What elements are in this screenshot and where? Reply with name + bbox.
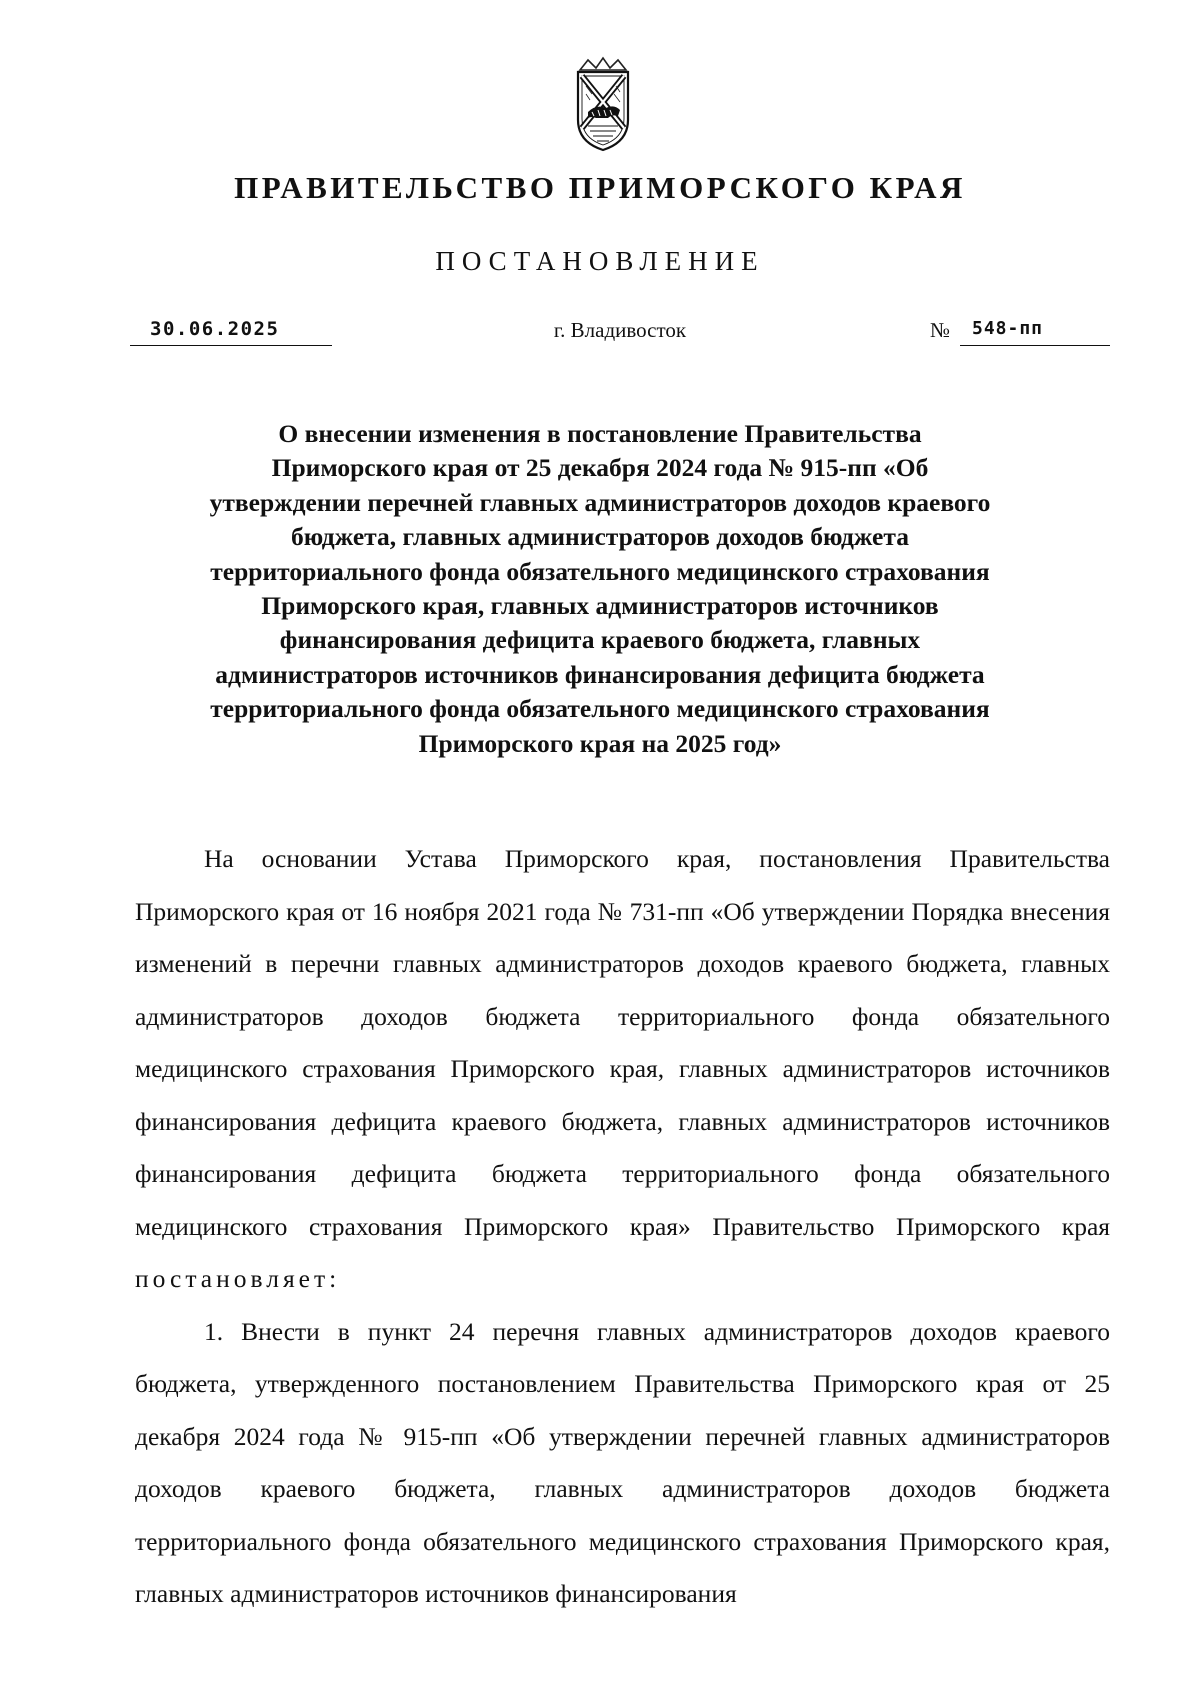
- preamble-text: На основании Устава Приморского края, постановления Правительства Приморского края от 16 ноября 2021 года № 731-пп «Об утверждении Порядка внесения изменений в перечни главных администраторов доходов краевого бюджета, главных администраторов доходов бюджета территориального фонда обязательного медицинского страхования Приморского края, главных администраторов источников финансирования дефицита краевого бюджета, главных администраторов источников финансирования дефицита бюджета территориального фонда обязательного медицинского страхования Приморского края» Правительство Приморского края: [135, 844, 1110, 1241]
- document-subject: О внесении изменения в постановление Правительства Приморского края от 25 декабря 2024 года № 915-пп «Об утверждении перечней главных администраторов доходов краевого бюджета, главных администраторов доходов бюджета территориального фонда обязательного медицинского страхования Приморского края, главных администраторов источников финансирования дефицита краевого бюджета, главных администраторов источников финансирования дефицита бюджета территориального фонда обязательного медицинского страхования Приморского края на 2025 год»: [209, 419, 991, 758]
- document-meta-row: [130, 316, 1110, 352]
- organization-title: ПРАВИТЕЛЬСТВО ПРИМОРСКОГО КРАЯ: [234, 170, 966, 205]
- preamble-paragraph: [135, 833, 1110, 1306]
- primorsky-krai-coat-of-arms-icon: [574, 56, 632, 152]
- document-city: г. Владивосток: [553, 318, 687, 342]
- document-type-heading: ПОСТАНОВЛЕНИЕ: [435, 246, 765, 276]
- document-body: [135, 833, 1110, 1621]
- document-date: 30.06.2025: [130, 316, 332, 346]
- resolves-word: постановляет:: [135, 1264, 341, 1293]
- item-1-paragraph: 1. Внести в пункт 24 перечня главных администраторов доходов краевого бюджета, утвержденного постановлением Правительства Приморского края от 25 декабря 2024 года № 915-пп «Об утверждении перечней главных администраторов доходов краевого бюджета, главных администраторов доходов бюджета территориального фонда обязательного медицинского страхования Приморского края, главных администраторов источников финансирования: [135, 1316, 1110, 1608]
- number-sign: №: [930, 318, 951, 342]
- document-number: 548-пп: [960, 316, 1110, 346]
- document-number-field: [930, 316, 1110, 346]
